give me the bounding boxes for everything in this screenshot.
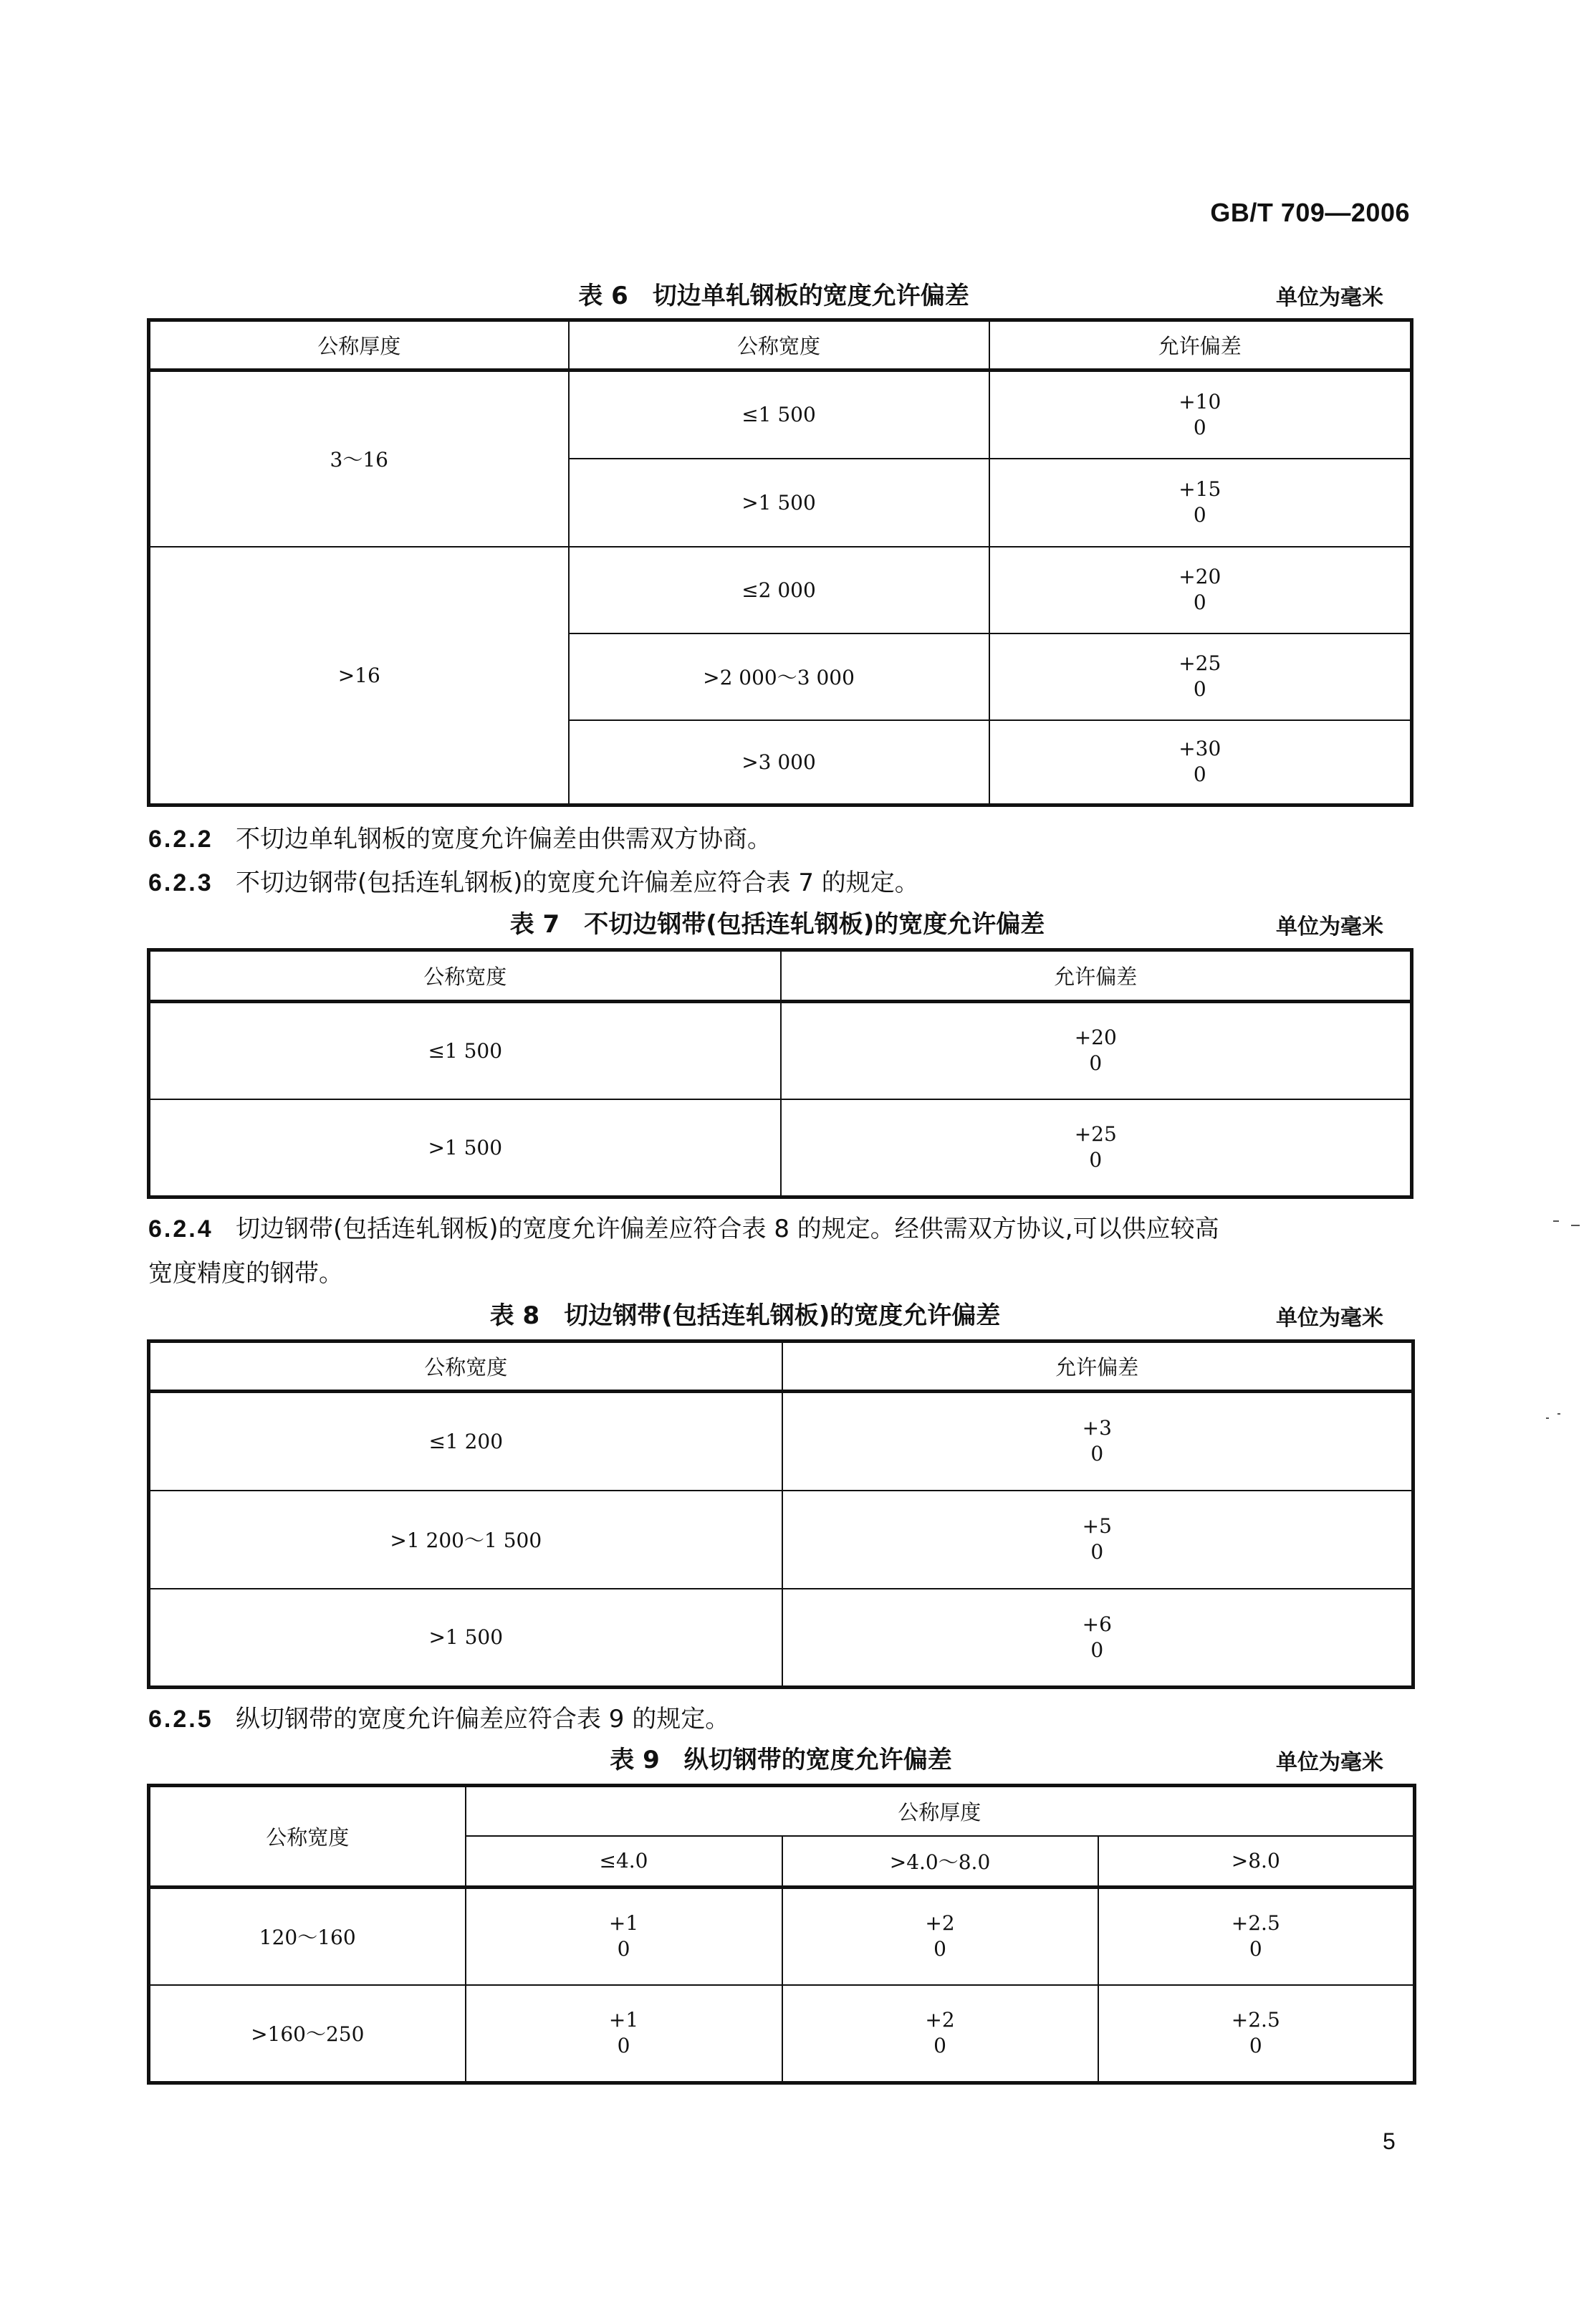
tolerance-lower: 0 [1193, 590, 1206, 614]
table6-tolerance-cell [989, 720, 1412, 805]
table7-width-cell: >1 500 [149, 1099, 781, 1197]
table-row [149, 1589, 1413, 1688]
clause-number: 6.2.2 [148, 826, 213, 853]
table8-tolerance-cell [782, 1491, 1413, 1589]
table9 [147, 1784, 1416, 2085]
tolerance-lower: 0 [617, 1937, 630, 1961]
tolerance-lower: 0 [1193, 503, 1206, 527]
table6-header-tolerance: 允许偏差 [989, 320, 1412, 370]
table8-header-width: 公称宽度 [149, 1342, 782, 1392]
table-row [149, 1392, 1413, 1491]
table7-width-cell: ≤1 500 [149, 1002, 781, 1099]
clause-6-2-4-continuation: 宽度精度的钢带。 [148, 1259, 343, 1288]
tolerance-lower: 0 [1090, 1442, 1104, 1466]
table6-width-cell: ≤1 500 [569, 370, 989, 459]
tolerance-lower: 0 [1089, 1148, 1103, 1172]
table6-tolerance-cell [989, 459, 1412, 547]
tolerance-lower: 0 [1090, 1637, 1104, 1662]
tolerance-upper: +25 [1074, 1122, 1117, 1147]
table9-subheader: ≤4.0 [466, 1836, 782, 1888]
table7-unit: 单位为毫米 [1276, 914, 1383, 939]
table8-unit: 单位为毫米 [1276, 1306, 1383, 1331]
scan-speck [1553, 1220, 1559, 1222]
table8 [147, 1339, 1415, 1689]
tolerance-upper: +25 [1178, 651, 1221, 675]
table9-tolerance-cell [466, 1888, 782, 1985]
table7-header-width: 公称宽度 [149, 950, 781, 1002]
clause-6-2-3 [148, 863, 919, 898]
table7-tolerance-cell [781, 1099, 1412, 1197]
tolerance-lower: 0 [933, 1937, 946, 1961]
table6-tolerance-cell [989, 633, 1412, 720]
scan-speck [1546, 1417, 1549, 1419]
table9-width-cell: 120～160 [149, 1888, 466, 1985]
table6-thickness-cell: 3～16 [149, 370, 569, 547]
tolerance-upper: +20 [1074, 1025, 1117, 1050]
table9-tolerance-cell [782, 1888, 1098, 1985]
clause-text: 纵切钢带的宽度允许偏差应符合表 9 的规定。 [236, 1705, 730, 1734]
tolerance-lower: 0 [1090, 1540, 1104, 1564]
table9-tolerance-cell [466, 1985, 782, 2083]
table9-subheader: >8.0 [1098, 1836, 1415, 1888]
table-row [149, 1491, 1413, 1589]
table-row [149, 547, 1412, 633]
clause-text: 不切边单轧钢板的宽度允许偏差由供需双方协商。 [236, 825, 772, 853]
tolerance-lower: 0 [1089, 1051, 1103, 1076]
tolerance-upper: +2.5 [1231, 2008, 1280, 2032]
table6-caption: 表 6 切边单轧钢板的宽度允许偏差 [578, 282, 969, 310]
clause-number: 6.2.5 [148, 1706, 213, 1733]
table9-header-thickness: 公称厚度 [466, 1786, 1415, 1836]
tolerance-upper: +2.5 [1231, 1911, 1280, 1936]
table-row [149, 1099, 1412, 1197]
table-row [149, 1985, 1415, 2083]
tolerance-upper: +3 [1082, 1416, 1112, 1440]
scan-speck [1557, 1413, 1560, 1415]
table7-caption: 表 7 不切边钢带(包括连轧钢板)的宽度允许偏差 [509, 910, 1045, 939]
table-row [149, 1002, 1412, 1099]
table6-tolerance-cell [989, 547, 1412, 633]
table-row [149, 1888, 1415, 1985]
clause-number: 6.2.4 [148, 1215, 213, 1243]
clause-6-2-5 [148, 1699, 729, 1734]
table8-width-cell: ≤1 200 [149, 1392, 782, 1491]
clause-6-2-2 [148, 819, 772, 854]
table6-header-thickness: 公称厚度 [149, 320, 569, 370]
tolerance-upper: +15 [1178, 477, 1221, 501]
tolerance-upper: +10 [1178, 389, 1221, 413]
table9-width-cell: >160～250 [149, 1985, 466, 2083]
table9-tolerance-cell [1098, 1985, 1415, 2083]
tolerance-lower: 0 [1249, 2034, 1262, 2058]
tolerance-lower: 0 [1249, 1937, 1262, 1961]
table9-tolerance-cell [1098, 1888, 1415, 1985]
table9-header-width: 公称宽度 [149, 1786, 466, 1888]
tolerance-upper: +6 [1082, 1612, 1112, 1636]
table6-width-cell: ≤2 000 [569, 547, 989, 633]
table8-caption: 表 8 切边钢带(包括连轧钢板)的宽度允许偏差 [489, 1301, 1001, 1330]
standard-code: GB/T 709—2006 [1210, 198, 1410, 227]
table6-unit: 单位为毫米 [1276, 285, 1383, 310]
clause-text: 切边钢带(包括连轧钢板)的宽度允许偏差应符合表 8 的规定。经供需双方协议,可以供应较高 [236, 1215, 1219, 1243]
table6-tolerance-cell [989, 370, 1412, 459]
table9-unit: 单位为毫米 [1276, 1750, 1383, 1775]
tolerance-lower: 0 [933, 2034, 946, 2058]
page-number: 5 [1383, 2128, 1396, 2154]
table8-header-tolerance: 允许偏差 [782, 1342, 1413, 1392]
tolerance-upper: +2 [925, 2008, 955, 2032]
table-row [149, 370, 1412, 459]
table7-header-tolerance: 允许偏差 [781, 950, 1412, 1002]
clause-text: 不切边钢带(包括连轧钢板)的宽度允许偏差应符合表 7 的规定。 [236, 869, 919, 897]
table8-tolerance-cell [782, 1392, 1413, 1491]
clause-number: 6.2.3 [148, 869, 213, 896]
table8-width-cell: >1 200～1 500 [149, 1491, 782, 1589]
tolerance-upper: +20 [1178, 565, 1221, 588]
tolerance-lower: 0 [1193, 762, 1206, 787]
table7 [147, 948, 1413, 1199]
tolerance-upper: +1 [608, 2008, 639, 2032]
clause-6-2-4 [148, 1209, 1219, 1244]
tolerance-lower: 0 [1193, 415, 1206, 439]
table6-width-cell: >3 000 [569, 720, 989, 805]
tolerance-upper: +5 [1082, 1514, 1112, 1538]
tolerance-upper: +1 [608, 1911, 639, 1936]
scan-speck [1571, 1225, 1580, 1226]
table6-thickness-cell: >16 [149, 547, 569, 805]
table8-width-cell: >1 500 [149, 1589, 782, 1688]
table9-caption: 表 9 纵切钢带的宽度允许偏差 [610, 1746, 952, 1774]
tolerance-upper: +30 [1178, 737, 1221, 761]
table7-tolerance-cell [781, 1002, 1412, 1099]
table6 [147, 318, 1413, 807]
tolerance-upper: +2 [925, 1911, 955, 1936]
table6-header-width: 公称宽度 [569, 320, 989, 370]
table9-tolerance-cell [782, 1985, 1098, 2083]
tolerance-lower: 0 [1193, 677, 1206, 701]
tolerance-lower: 0 [617, 2034, 630, 2058]
table9-subheader: >4.0～8.0 [782, 1836, 1098, 1888]
table6-width-cell: >2 000～3 000 [569, 633, 989, 720]
table6-width-cell: >1 500 [569, 459, 989, 547]
table8-tolerance-cell [782, 1589, 1413, 1688]
